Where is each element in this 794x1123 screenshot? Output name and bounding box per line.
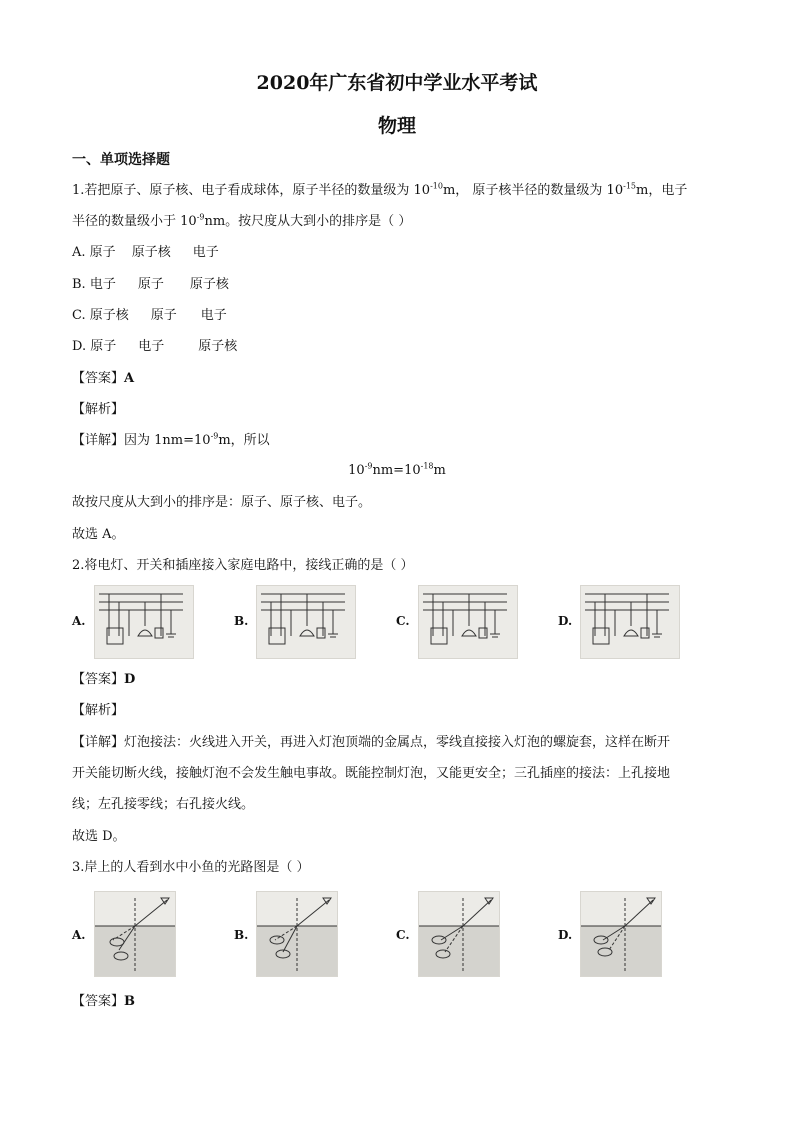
q2-detail-line2: 开关能切断火线，接触灯泡不会发生触电事故。既能控制灯泡，又能更安全；三孔插座的接法：上孔接地	[72, 766, 671, 781]
q2-detail-line3: 线；左孔接零线；右孔接火线。	[72, 797, 255, 812]
q3-lightpath-figure-c	[418, 891, 500, 977]
q2-option-d-letter: D.	[558, 614, 573, 628]
q1-option-a: A. 原子 原子核 电子	[72, 245, 219, 260]
q2-circuit-figure-a	[94, 585, 194, 659]
q2-detail-line1: 【详解】灯泡接法：火线进入开关，再进入灯泡顶端的金属点，零线直接接入灯泡的螺旋套，这样在断开	[72, 735, 671, 750]
q1-equation: $10^{-9}nm=10^{-18}m$	[348, 461, 446, 478]
q2-option-a-letter: A.	[72, 614, 86, 628]
q1-stem-line2: 半径的数量级小于 $10^{-9}nm$。按尺度从大到小的排序是（ ）	[72, 212, 412, 229]
q3-option-a-letter: A.	[72, 928, 86, 942]
q1-stem-line1: 1.若把原子、原子核、电子看成球体，原子半径的数量级为 $10^{-10}m$， 原子核半径的数量级为 $10^{-15}m$，电子	[72, 181, 688, 198]
q1-conclusion: 故按尺度从大到小的排序是：原子、原子核、电子。	[72, 495, 372, 510]
q2-choose: 故选 D。	[72, 829, 126, 844]
q1-option-c: C. 原子核 原子 电子	[72, 308, 227, 323]
section-heading: 一、单项选择题	[72, 152, 170, 168]
q3-answer: 【答案】B	[72, 994, 136, 1009]
q3-option-c-letter: C.	[396, 928, 410, 942]
q2-answer: 【答案】D	[72, 672, 136, 687]
subject-title: 物理	[377, 115, 416, 137]
q3-option-b-letter: B.	[234, 928, 249, 942]
q3-lightpath-figure-a	[94, 891, 176, 977]
q3-stem: 3.岸上的人看到水中小鱼的光路图是（ ）	[72, 860, 310, 875]
q3-lightpath-figure-b	[256, 891, 338, 977]
q2-analysis-tag: 【解析】	[72, 703, 125, 718]
q1-answer: 【答案】A	[72, 371, 135, 386]
q2-circuit-figure-c	[418, 585, 518, 659]
q3-lightpath-figure-d	[580, 891, 662, 977]
q1-option-d: D. 原子 电子 原子核	[72, 339, 238, 354]
q1-detail: 【详解】因为 $1nm=10^{-9}m$，所以	[72, 431, 270, 448]
q1-analysis-tag: 【解析】	[72, 402, 125, 417]
q3-option-d-letter: D.	[558, 928, 573, 942]
q2-circuit-figure-d	[580, 585, 680, 659]
q1-option-b: B. 电子 原子 原子核	[72, 277, 229, 292]
document-title: 2020年广东省初中学业水平考试	[256, 72, 538, 94]
q2-option-c-letter: C.	[396, 614, 410, 628]
q1-choose: 故选 A。	[72, 527, 125, 542]
q2-circuit-figure-b	[256, 585, 356, 659]
q2-stem: 2.将电灯、开关和插座接入家庭电路中，接线正确的是（ ）	[72, 558, 414, 573]
q2-option-b-letter: B.	[234, 614, 249, 628]
